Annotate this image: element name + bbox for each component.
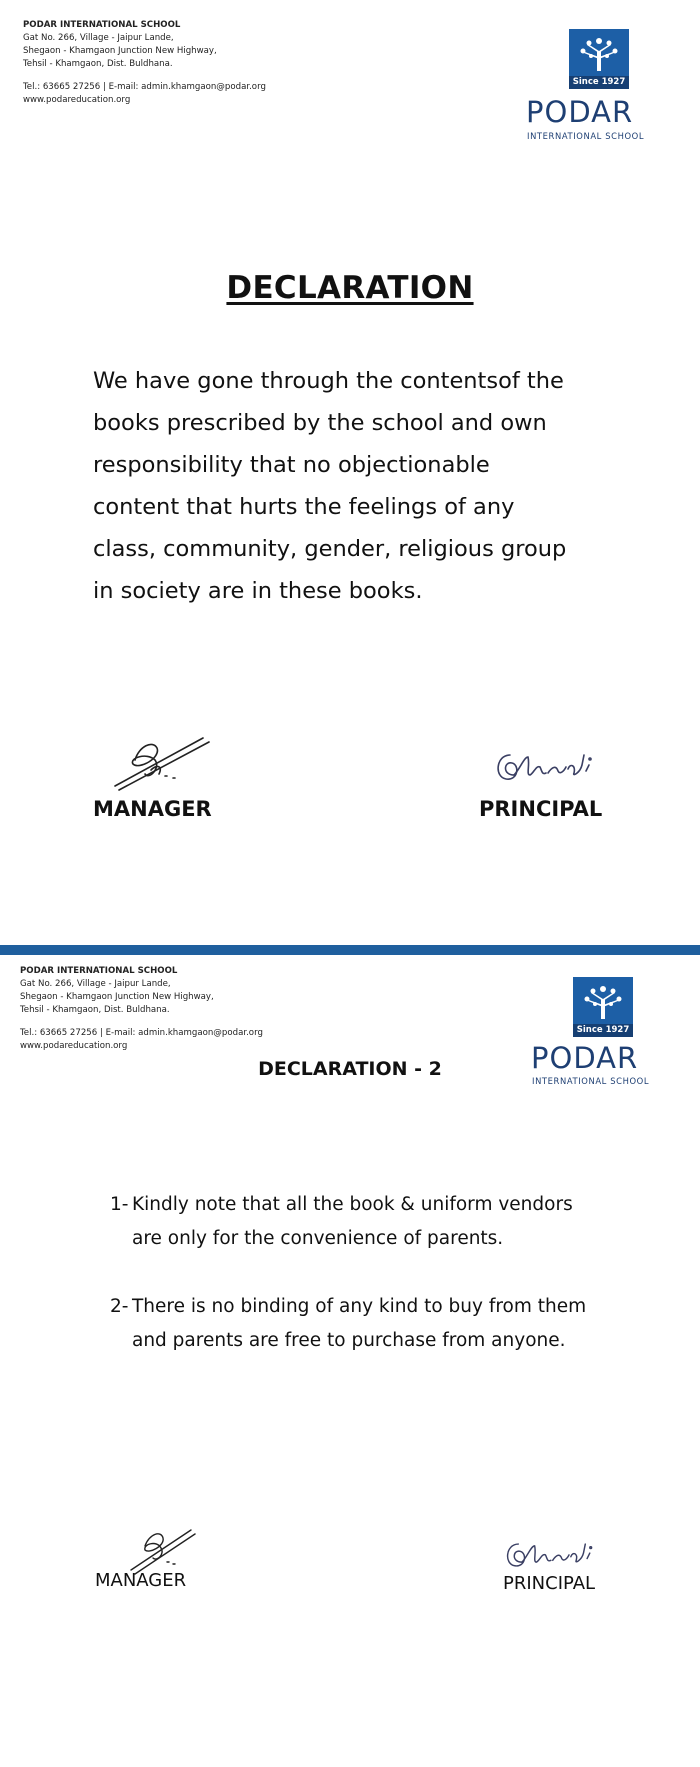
declaration-line: books prescribed by the school and own: [93, 410, 547, 436]
manager-signature: [105, 730, 215, 792]
item-number: 1-: [110, 1194, 129, 1215]
declaration-line: responsibility that no objectionable: [93, 452, 490, 478]
letterhead-address: [20, 965, 263, 1053]
website: www.podareducation.org: [20, 1041, 128, 1051]
manager-label: MANAGER: [95, 1570, 187, 1591]
podar-logo: [526, 29, 676, 144]
item-line: and parents are free to purchase from anyone.: [132, 1330, 566, 1351]
letterhead-address: [23, 19, 266, 107]
address-line-1: Gat No. 266, Village - Jaipur Lande,: [20, 979, 171, 989]
item-line: There is no binding of any kind to buy from them: [132, 1296, 587, 1317]
logo-name: PODAR: [526, 95, 634, 129]
declaration-item-1: [110, 1188, 630, 1256]
school-name: PODAR INTERNATIONAL SCHOOL: [23, 20, 181, 30]
address-line-2: Shegaon - Khamgaon Junction New Highway,: [20, 992, 214, 1002]
declaration-line: in society are in these books.: [93, 578, 423, 604]
manager-label: MANAGER: [93, 797, 212, 821]
declaration-page-2: [0, 955, 700, 1767]
tree-emblem-icon: [569, 29, 629, 89]
manager-signature: [125, 1520, 200, 1575]
logo-subtitle: INTERNATIONAL SCHOOL: [532, 1076, 650, 1086]
logo-subtitle: INTERNATIONAL SCHOOL: [527, 131, 645, 141]
declaration-line: We have gone through the contentsof the: [93, 368, 564, 394]
item-line: Kindly note that all the book & uniform vendors: [132, 1194, 573, 1215]
principal-signature: [500, 1535, 600, 1573]
declaration-title: DECLARATION: [226, 270, 474, 306]
principal-label: PRINCIPAL: [479, 797, 603, 821]
declaration-line: content that hurts the feelings of any: [93, 494, 515, 520]
logo-name: PODAR: [531, 1041, 639, 1075]
tree-emblem-icon: [573, 977, 633, 1037]
item-line: are only for the convenience of parents.: [132, 1228, 504, 1249]
principal-label: PRINCIPAL: [503, 1573, 596, 1594]
logo-since-badge: Since 1927: [569, 76, 629, 89]
declaration-2-title: DECLARATION - 2: [258, 1058, 442, 1080]
contact-line: Tel.: 63665 27256 | E-mail: admin.khamgaon@podar.org: [23, 82, 266, 92]
address-line-1: Gat No. 266, Village - Jaipur Lande,: [23, 33, 174, 43]
address-line-3: Tehsil - Khamgaon, Dist. Buldhana.: [20, 1005, 170, 1015]
declaration-text: [93, 360, 633, 612]
item-number: 2-: [110, 1296, 129, 1317]
declaration-item-2: [110, 1290, 630, 1358]
school-name: PODAR INTERNATIONAL SCHOOL: [20, 966, 178, 976]
page-divider: [0, 945, 700, 955]
principal-signature: [490, 745, 600, 787]
declaration-line: class, community, gender, religious group: [93, 536, 567, 562]
address-line-2: Shegaon - Khamgaon Junction New Highway,: [23, 46, 217, 56]
contact-line: Tel.: 63665 27256 | E-mail: admin.khamgaon@podar.org: [20, 1028, 263, 1038]
logo-since-badge: Since 1927: [573, 1024, 633, 1037]
address-line-3: Tehsil - Khamgaon, Dist. Buldhana.: [23, 59, 173, 69]
website: www.podareducation.org: [23, 95, 131, 105]
